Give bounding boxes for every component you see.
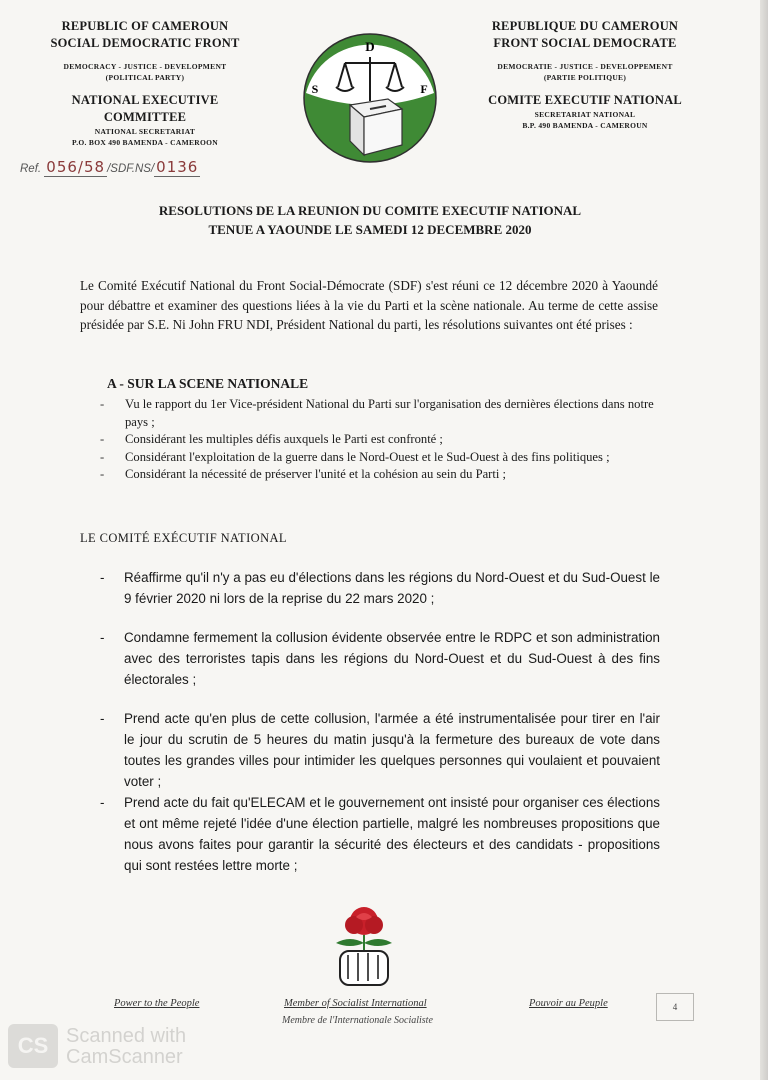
header-address-en: P.O. BOX 490 BAMENDA - CAMEROON <box>72 138 218 147</box>
header-party-fr: FRONT SOCIAL DEMOCRATE <box>493 36 677 50</box>
header-party-type-fr: (PARTIE POLITIQUE) <box>543 73 627 82</box>
ref-code: 0136 <box>156 158 199 176</box>
document-title <box>80 201 660 239</box>
footer-center-motto-french: Membre de l'Internationale Socialiste <box>282 1015 433 1024</box>
intro-paragraph: Le Comité Exécutif National du Front Social-Démocrate (SDF) s'est réuni ce 12 décembre 2020 à Yaoundé pour débattre et examiner des questions liées à la vie du Parti et la scène nationale. Au terme de cette assise présidée par S.E. Ni John FRU NDI, Président National du parti, les résolutions suivantes ont été prises : <box>80 278 658 332</box>
resolution-text: Réaffirme qu'il n'y a pas eu d'élections dans les régions du Nord-Ouest et du Sud-Ouest le 9 février 2020 ni lors de la reprise du 22 mars 2020 ; <box>124 570 660 606</box>
camscanner-logo: CS <box>8 1024 58 1068</box>
resolution-text: Prend acte du fait qu'ELECAM et le gouvernement ont insisté pour organiser ces élections et ont même rejeté l'idée d'une élection partielle, malgré les nombreuses propositions que nous avons faites pour garantir la sécurité des électeurs et des candidats - propositions qui sont restées lettre morte ; <box>124 795 660 873</box>
resolution-item: - Prend acte qu'en plus de cette collusion, l'armée a été instrumentalisée pour tirer en l'air le jour du scrutin de 5 heures du matin jusqu'à la fermeture des bureaux de vote dans toutes les grandes villes pour intimider les quelques personnes qui voulaient et pouvaient voter ; <box>100 708 660 792</box>
title-line-1: RESOLUTIONS DE LA REUNION DU COMITE EXECUTIF NATIONAL <box>158 203 582 218</box>
header-committee-fr: COMITE EXECUTIF NATIONAL <box>488 93 682 107</box>
list-item: - Considérant les multiples défis auxquels le Parti est confronté ; <box>100 432 443 446</box>
section-a-heading: A - SUR LA SCENE NATIONALE <box>107 376 309 391</box>
header-motto-en: DEMOCRACY - JUSTICE - DEVELOPMENT <box>63 62 227 71</box>
footer-left-motto: Power to the People <box>114 998 200 1009</box>
section-a-list <box>100 396 675 484</box>
logo-letter-d: D <box>365 39 375 54</box>
watermark-line-1: Scanned with <box>66 1025 187 1047</box>
list-item-text: Considérant la nécessité de préserver l'unité et la cohésion au sein du Parti ; <box>125 467 507 481</box>
ballot-box-icon <box>350 99 402 155</box>
header-party-type-en: (POLITICAL PARTY) <box>105 73 185 82</box>
ref-number: 056/58 <box>46 158 106 176</box>
list-item-text: Considérant les multiples défis auxquels le Parti est confronté ; <box>125 432 443 446</box>
logo-letter-f: F <box>420 82 428 96</box>
resolution-text: Prend acte qu'en plus de cette collusion, l'armée a été instrumentalisée pour tirer en l'air le jour du scrutin de 5 heures du matin jusqu'à la fermeture des bureaux de vote dans toutes les grandes villes pour intimider les quelques personnes qui voulaient et pouvaient voter ; <box>124 711 660 789</box>
header-secretariat-en: NATIONAL SECRETARIAT <box>94 127 196 136</box>
page-number: 4 <box>656 993 694 1021</box>
footer-right-motto: Pouvoir au Peuple <box>529 998 608 1009</box>
sdf-party-logo <box>300 31 440 165</box>
header-address-fr: B.P. 490 BAMENDA - CAMEROUN <box>522 121 648 130</box>
header-country-fr: REPUBLIQUE DU CAMEROUN <box>491 19 679 33</box>
footer-center-motto: Member of Socialist International <box>284 998 427 1009</box>
ref-label: Ref. <box>20 163 42 175</box>
resolution-item: - Réaffirme qu'il n'y a pas eu d'élections dans les régions du Nord-Ouest et du Sud-Ouest le 9 février 2020 ni lors de la reprise du 22 mars 2020 ; <box>100 567 660 609</box>
header-motto-fr: DEMOCRATIE - JUSTICE - DEVELOPPEMENT <box>497 62 673 71</box>
logo-letter-s: S <box>311 82 319 96</box>
list-item: - Considérant l'exploitation de la guerre dans le Nord-Ouest et le Sud-Ouest à des fins politiques ; <box>100 449 610 464</box>
header-secretariat-fr: SECRETARIAT NATIONAL <box>534 110 636 119</box>
list-item-text: Vu le rapport du 1er Vice-président National du Parti sur l'organisation des dernières élections dans notre pays ; <box>125 397 654 429</box>
header-country-en: REPUBLIC OF CAMEROUN <box>61 19 229 33</box>
page-edge-shadow <box>760 0 768 1080</box>
comite-heading: LE COMITÉ EXÉCUTIF NATIONAL <box>80 531 287 545</box>
list-item: - Considérant la nécessité de préserver l'unité et la cohésion au sein du Parti ; <box>100 467 507 481</box>
watermark-line-2: CamScanner <box>66 1046 183 1068</box>
header-committee-en: NATIONAL EXECUTIVE COMMITTEE <box>71 93 219 124</box>
resolution-text: Condamne fermement la collusion évidente observée entre le RDPC et son administration avec des terroristes tapis dans les régions du Nord-Ouest et du Sud-Ouest à des fins électorales ; <box>124 630 660 687</box>
list-item: - Vu le rapport du 1er Vice-président National du Parti sur l'organisation des dernières élections dans notre pays ; <box>100 397 654 429</box>
list-item-text: Considérant l'exploitation de la guerre dans le Nord-Ouest et le Sud-Ouest à des fins politiques ; <box>125 449 610 464</box>
header-english <box>30 18 260 148</box>
title-line-2: TENUE A YAOUNDE LE SAMEDI 12 DECEMBRE 2020 <box>208 222 532 237</box>
rose-fist-icon <box>326 903 402 989</box>
header-party-en: SOCIAL DEMOCRATIC FRONT <box>50 36 240 50</box>
header-french <box>470 18 700 131</box>
resolution-item: - Condamne fermement la collusion évidente observée entre le RDPC et son administration avec des terroristes tapis dans les régions du Nord-Ouest et du Sud-Ouest à des fins électorales ; <box>100 627 660 690</box>
ref-mid-label: /SDF.NS/ <box>107 163 155 175</box>
reference-line <box>20 158 200 176</box>
resolution-item: - Prend acte du fait qu'ELECAM et le gouvernement ont insisté pour organiser ces élections et ont même rejeté l'idée d'une élection partielle, malgré les nombreuses propositions que nous avons faites pour garantir la sécurité des électeurs et des candidats - propositions qui sont restées lettre morte ; <box>100 792 660 876</box>
